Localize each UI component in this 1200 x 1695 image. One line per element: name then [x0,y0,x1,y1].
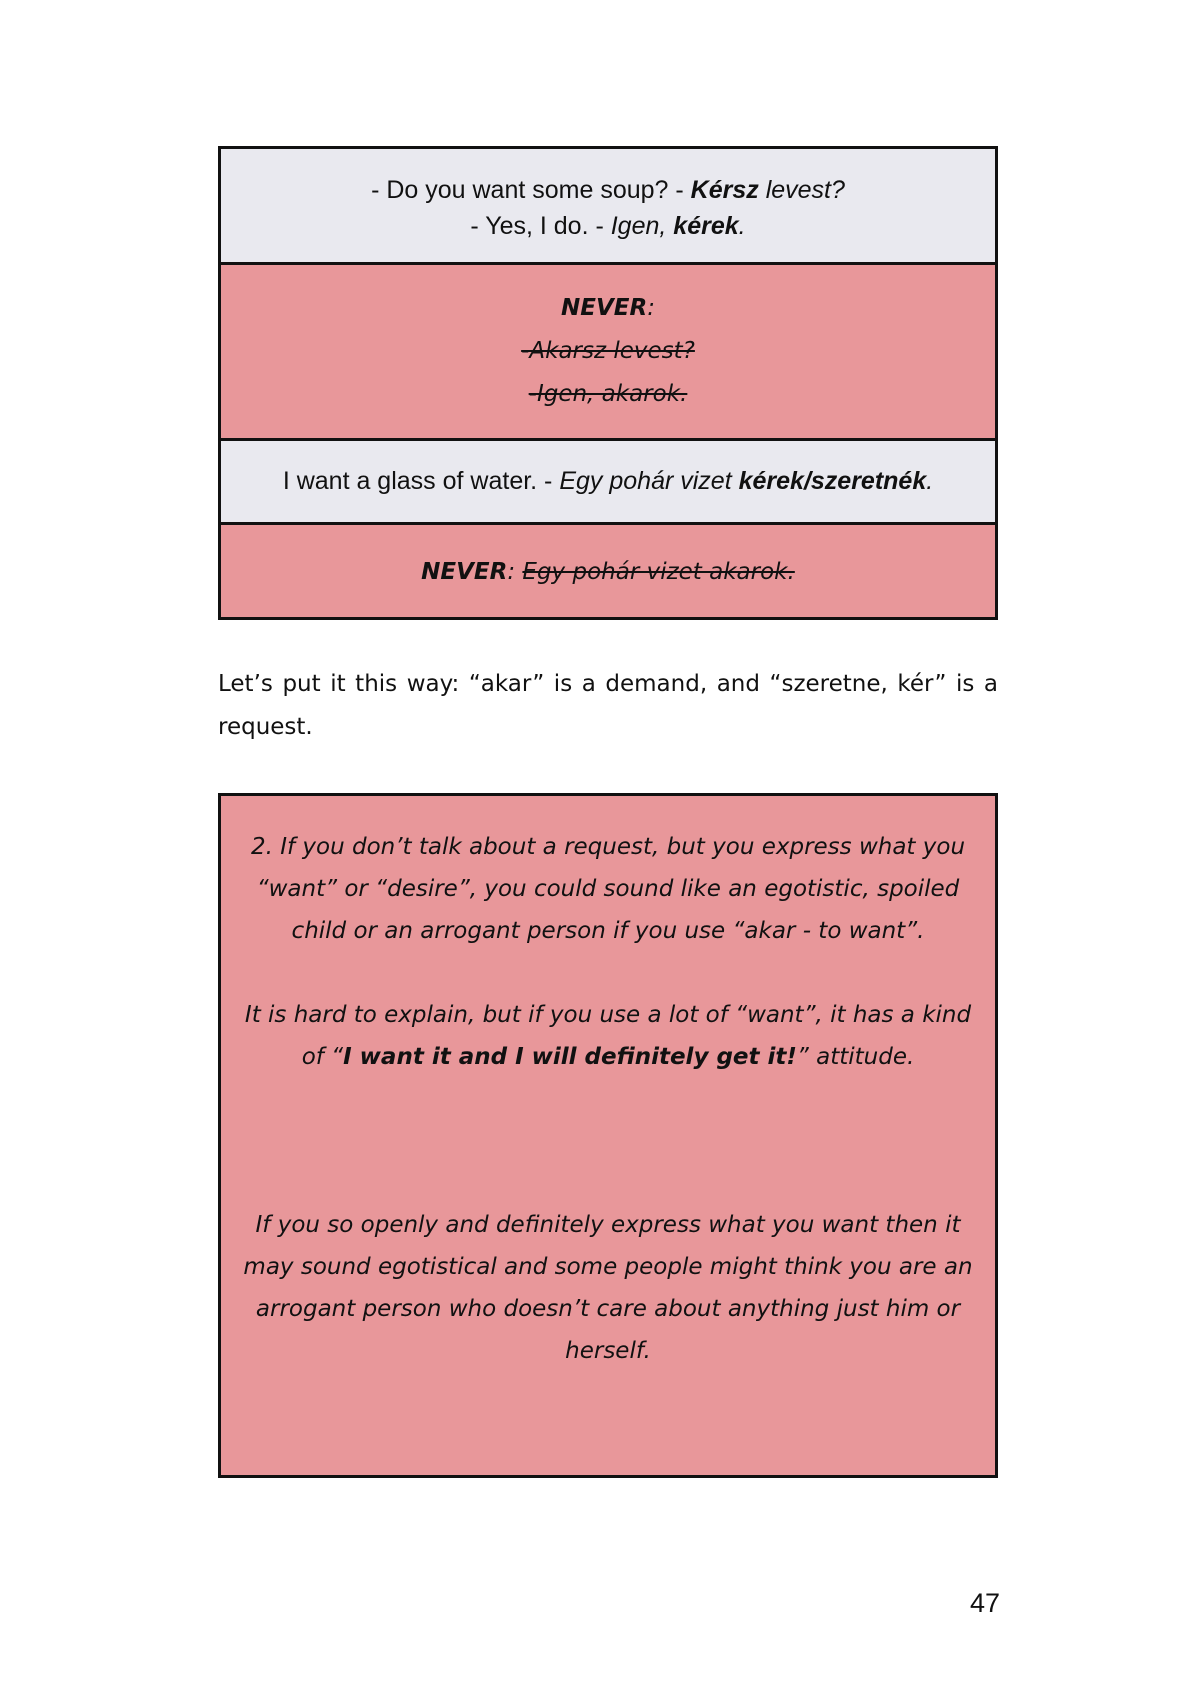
never-heading [221,287,995,330]
hungarian-answer-start: Igen, [610,212,674,240]
english-answer: - Yes, I do. - [470,212,611,240]
never-colon: : [647,295,655,321]
struck-water-sentence: Egy pohár vizet akarok. [522,559,795,585]
water-hungarian-verbs: kérek/szeretnék [738,467,927,495]
explanation-paragraph-3: If you so openly and definitely express what you want then it may sound egotistical and some people might think you are an arrogant person who doesn’t care about anything just him or herself. [243,1212,973,1364]
struck-answer: -Igen, akarok. [528,381,688,407]
hungarian-answer-end: . [738,212,746,240]
p2-start: It is hard to explain, but if you use a lot of “want”, it has a kind of “ [244,1002,972,1070]
page-number: 47 [969,1588,1000,1618]
hungarian-verb-bold: Kérsz [690,176,759,204]
water-english: I want a glass of water. - [282,467,560,495]
explanation-paragraph-1: 2. If you don’t talk about a request, but you express what you “want” or “desire”, you could sound like an egotistic, spoiled child or an arrogant person if you use “akar - to want”. [250,834,966,944]
p2-end: ” attitude. [796,1044,915,1070]
hungarian-answer-verb: kérek [673,212,739,240]
never-colon: : [507,559,523,585]
water-end: . [926,467,934,495]
never-label: NEVER [421,559,508,585]
never-water-row [221,525,995,617]
phrase-table [218,146,998,620]
soup-answer-line [221,208,995,244]
water-hungarian: Egy pohár vizet [559,467,739,495]
never-soup-row [221,265,995,441]
soup-example-row [221,149,995,265]
water-example-row [221,441,995,525]
explanation-box [218,793,998,1478]
hungarian-question-rest: levest? [758,176,845,204]
never-label: NEVER [561,295,648,321]
explanation-paragraph-2 [239,994,977,1078]
soup-question-line [221,172,995,208]
english-question: - Do you want some soup? - [371,176,691,204]
p2-bold-quote: I want it and I will definitely get it! [343,1044,797,1070]
demand-request-paragraph: Let’s put it this way: “akar” is a demand, and “szeretne, kér” is a request. [218,671,998,740]
struck-question: -Akarsz levest? [521,338,695,364]
